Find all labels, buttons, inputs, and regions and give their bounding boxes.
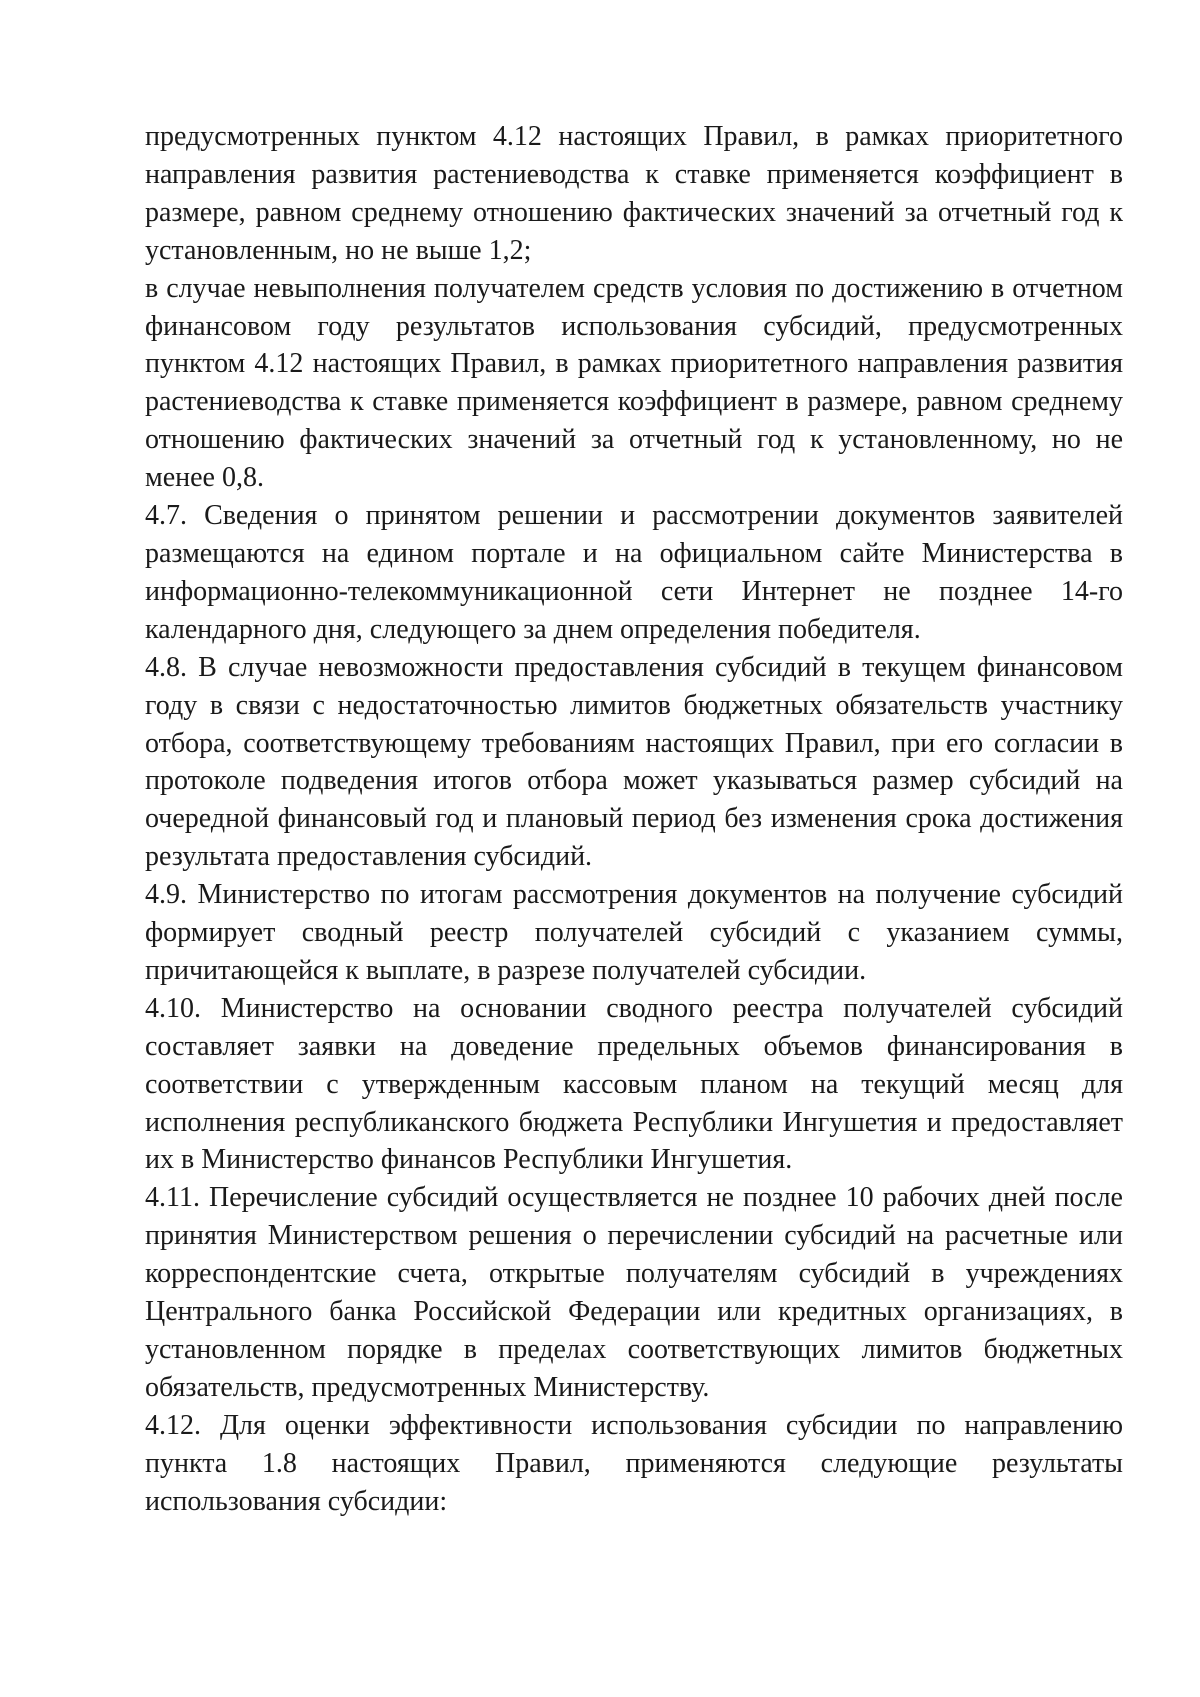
document-page bbox=[145, 118, 1123, 1521]
paragraph-4-9: 4.9. Министерство по итогам рассмотрения документов на получение субсидий формирует сводный реестр получателей субсидий с указанием суммы, причитающейся к выплате, в разрезе получателей субсидии. bbox=[145, 879, 1123, 986]
paragraph-4-8: 4.8. В случае невозможности предоставления субсидий в текущем финансовом году в связи с недостаточностью лимитов бюджетных обязательств участнику отбора, соответствующему требованиям настоящих Правил, при его согласии в протоколе подведения итогов отбора может указываться размер субсидий на очередной финансовый год и плановый период без изменения срока достижения результата предоставления субсидий. bbox=[145, 651, 1123, 873]
paragraph-4-7: 4.7. Сведения о принятом решении и рассмотрении документов заявителей размещаются на едином портале и на официальном сайте Министерства в информационно-телекоммуникационной сети Интернет не позднее 14-го календарного дня, следующего за днем определения победителя. bbox=[145, 500, 1123, 645]
paragraph-4-11: 4.11. Перечисление субсидий осуществляется не позднее 10 рабочих дней после принятия Министерством решения о перечислении субсидий на расчетные или корреспондентские счета, открытые получателям субсидий в учреждениях Центрального банка Российской Федерации или кредитных организациях, в установленном порядке в пределах соответствующих лимитов бюджетных обязательств, предусмотренных Министерству. bbox=[145, 1182, 1123, 1403]
paragraph-4-10: 4.10. Министерство на основании сводного реестра получателей субсидий составляет заявки на доведение предельных объемов финансирования в соответствии с утвержденным кассовым планом на текущий месяц для исполнения республиканского бюджета Республики Ингушетия и предоставляет их в Министерство финансов Республики Ингушетия. bbox=[145, 992, 1123, 1176]
paragraph-coefficient-below: в случае невыполнения получателем средств условия по достижению в отчетном финансовом году результатов использования субсидий, предусмотренных пунктом 4.12 настоящих Правил, в рамках приоритетного направления развития растениеводства к ставке применяется коэффициент в размере, равном среднему отношению фактических значений за отчетный год к установленному, но не менее 0,8. bbox=[145, 272, 1123, 494]
paragraph-coefficient-above: предусмотренных пунктом 4.12 настоящих Правил, в рамках приоритетного направления развития растениеводства к ставке применяется коэффициент в размере, равном среднему отношению фактических значений за отчетный год к установленным, но не выше 1,2; bbox=[145, 121, 1123, 266]
paragraph-4-12: 4.12. Для оценки эффективности использования субсидии по направлению пункта 1.8 настоящих Правил, применяются следующие результаты использования субсидии: bbox=[145, 1409, 1123, 1517]
